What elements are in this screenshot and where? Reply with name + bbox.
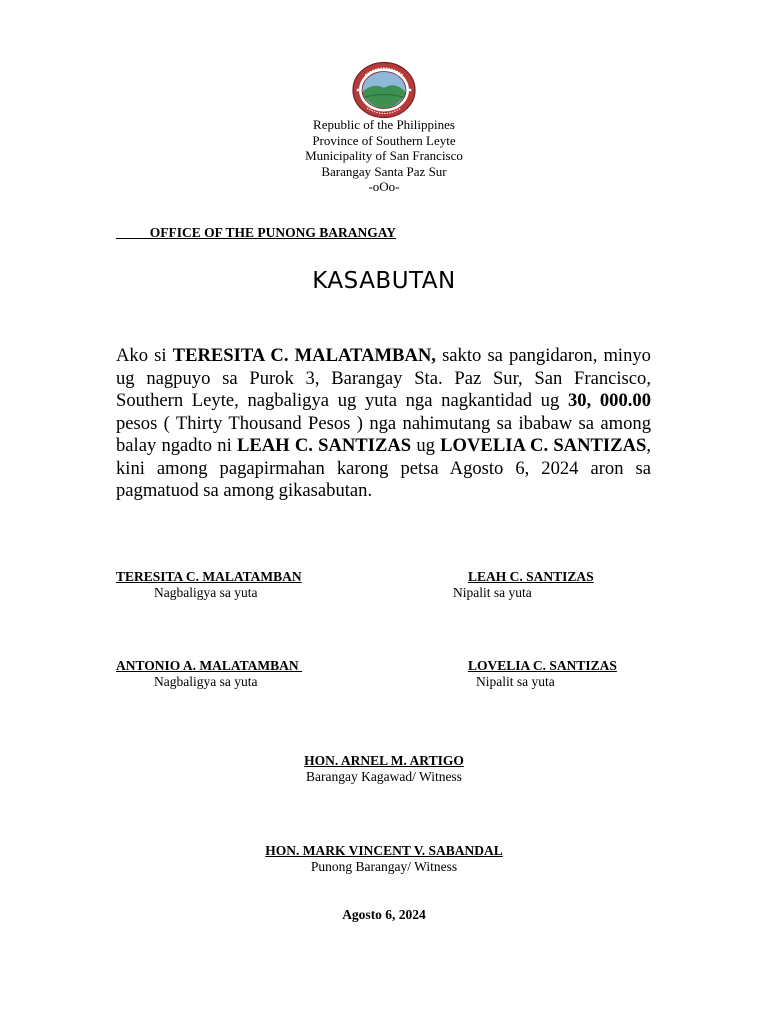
seller-1-role: Nagbaligya sa yuta (154, 585, 258, 600)
signature-seller-2 (116, 658, 302, 690)
document-title: KASABUTAN (312, 268, 456, 294)
signature-witness-1 (0, 753, 768, 785)
document-date: Agosto 6, 2024 (342, 907, 426, 922)
witness-1-name: HON. ARNEL M. ARTIGO (304, 753, 464, 768)
header-barangay: Barangay Santa Paz Sur (321, 163, 447, 179)
barangay-seal-logo (351, 61, 417, 119)
signature-buyer-1 (453, 569, 594, 601)
buyer-2-role: Nipalit sa yuta (476, 674, 555, 689)
signature-seller-1 (116, 569, 302, 601)
buyer-1-role: Nipalit sa yuta (453, 585, 532, 600)
buyer-2-name: LOVELIA C. SANTIZAS (468, 658, 617, 673)
buyer-1-name: LEAH C. SANTIZAS (468, 569, 594, 584)
seller-2-name: ANTONIO A. MALATAMBAN (116, 658, 303, 673)
letterhead (0, 117, 768, 195)
body-text-1: Ako si (116, 345, 173, 366)
body-seller-name: TERESITA C. MALATAMBAN, (172, 345, 436, 366)
office-heading: OFFICE OF THE PUNONG BARANGAY (116, 225, 397, 240)
body-text-2: sakto sa pangidaron, minyo ug nagpuyo sa Purok 3, Barangay Sta. Paz Sur, San Francisco, Southern Leyte, nagbaligya ug yuta nga nagkantidad ug (116, 345, 651, 411)
header-municipality: Municipality of San Francisco (305, 148, 463, 163)
header-country: Republic of the Philippines (313, 117, 455, 132)
body-buyer2-name: LOVELIA C. SANTIZAS (440, 435, 647, 456)
body-text-4: ug (411, 435, 441, 456)
witness-2-name: HON. MARK VINCENT V. SABANDAL (265, 843, 503, 858)
body-buyer1-name: LEAH C. SANTIZAS (236, 435, 412, 456)
seller-2-role: Nagbaligya sa yuta (154, 674, 258, 689)
body-amount: 30, 000.00 (567, 390, 651, 411)
seller-1-name: TERESITA C. MALATAMBAN (116, 569, 302, 584)
header-divider: -oOo- (368, 179, 400, 194)
signature-buyer-2 (468, 658, 617, 690)
seal-graphic (351, 61, 417, 119)
agreement-body (116, 345, 651, 503)
body-text-5: , kini among pagapirmahan karong petsa Agosto 6, 2024 aron sa pagmatuod sa among gikasabutan. (116, 435, 651, 501)
body-text-3: pesos ( Thirty Thousand Pesos ) nga nahimutang sa ibabaw sa among balay ngadto ni (116, 412, 651, 456)
witness-1-role: Barangay Kagawad/ Witness (306, 769, 462, 784)
witness-2-role: Punong Barangay/ Witness (310, 859, 458, 874)
signature-witness-2 (0, 843, 768, 875)
header-province: Province of Southern Leyte (312, 132, 456, 148)
